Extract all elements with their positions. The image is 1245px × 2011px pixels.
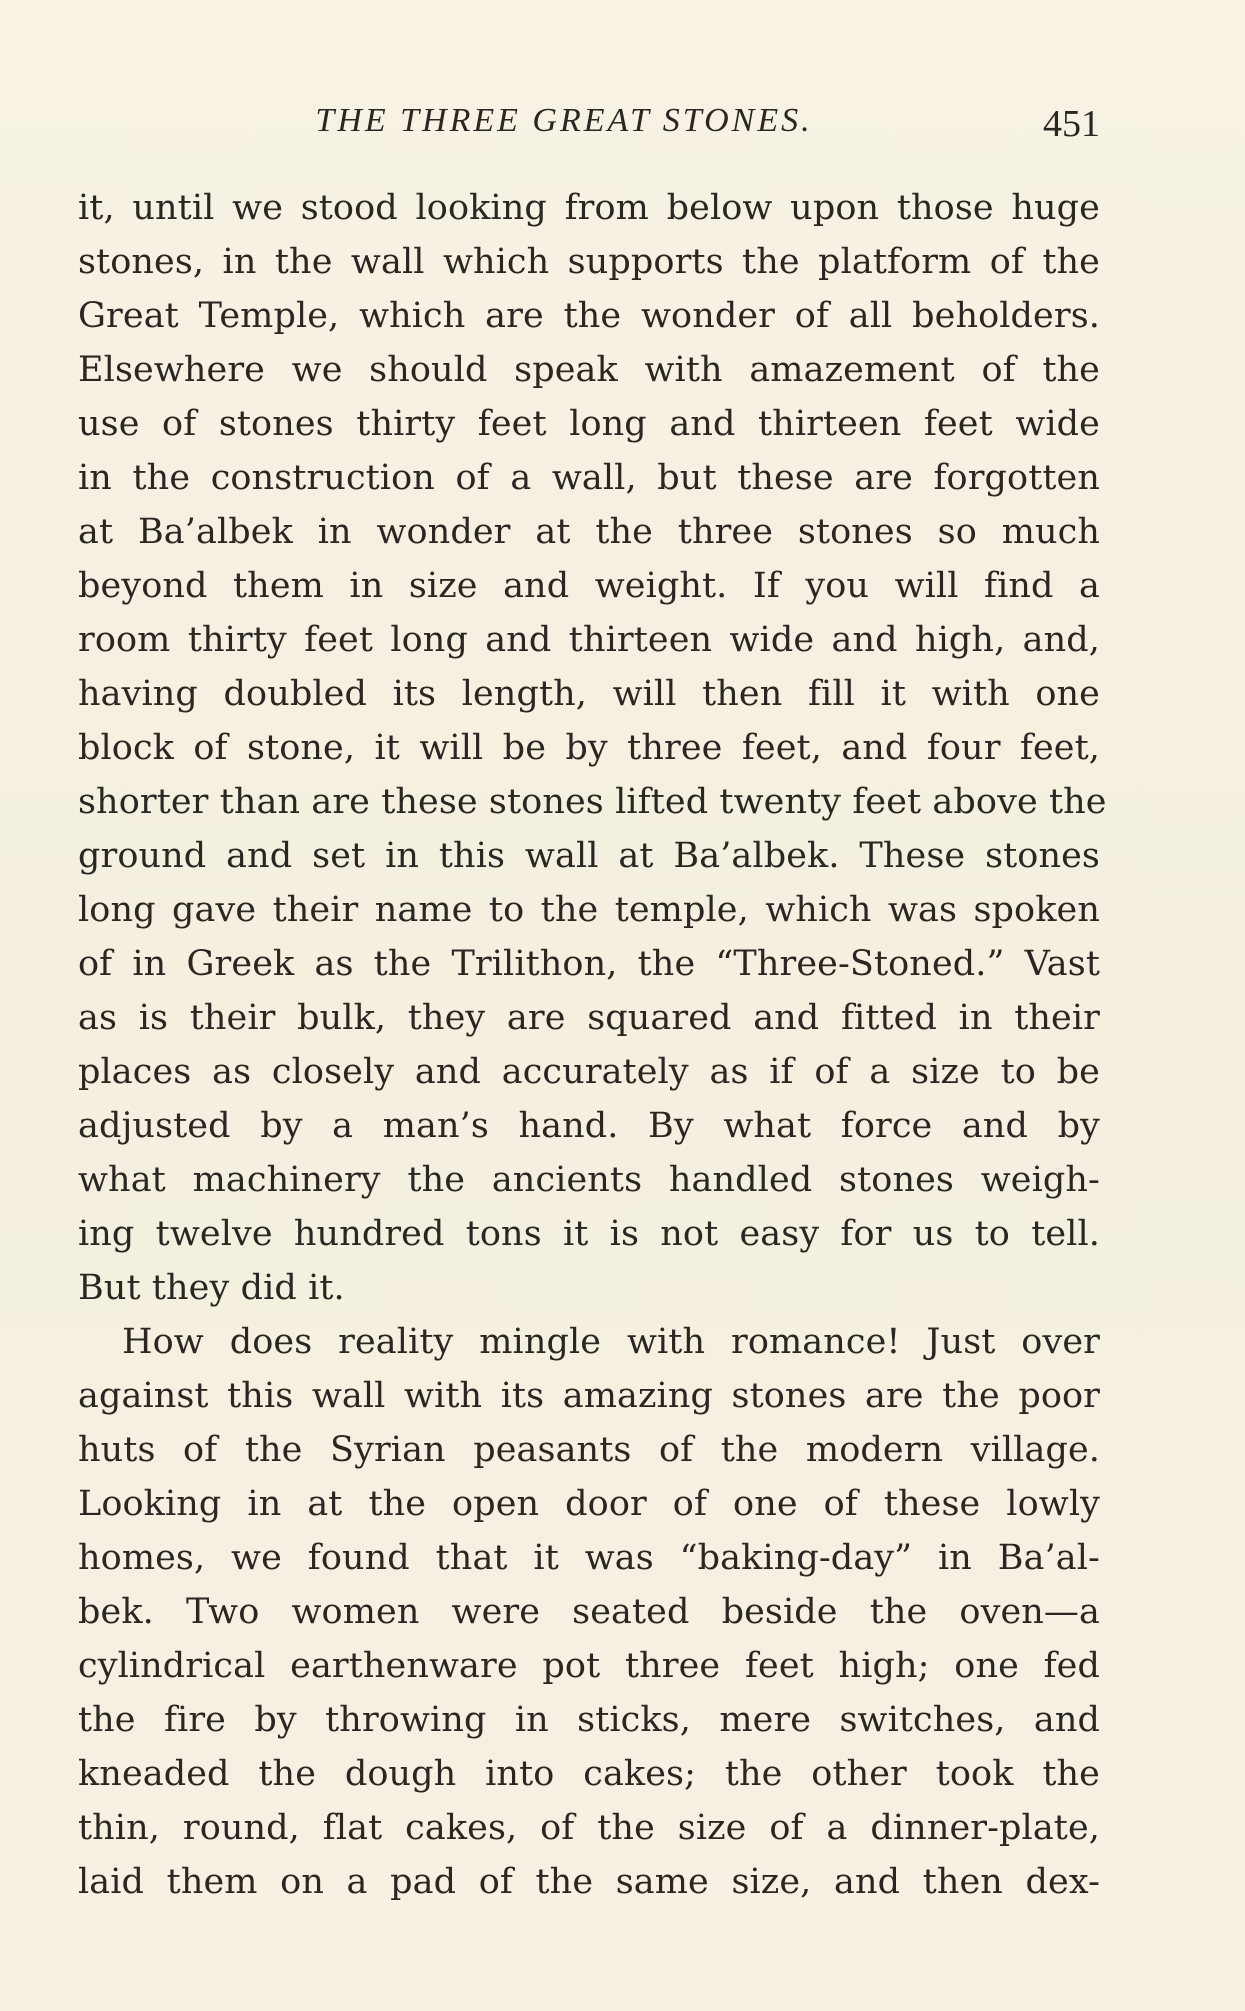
text-line: of in Greek as the Trilithon, the “Three-Stoned.” Vast — [78, 944, 1100, 984]
text-line: But they did it. — [78, 1268, 345, 1308]
text-line: long gave their name to the temple, which was spoken — [78, 890, 1100, 930]
text-line: room thirty feet long and thirteen wide and high, and, — [78, 620, 1100, 660]
text-line: at Ba’albek in wonder at the three stones so much — [78, 512, 1100, 552]
text-line: ing twelve hundred tons it is not easy for us to tell. — [78, 1214, 1100, 1254]
text-line: adjusted by a man’s hand. By what force and by — [78, 1106, 1100, 1146]
text-line: use of stones thirty feet long and thirteen feet wide — [78, 404, 1100, 444]
text-line: laid them on a pad of the same size, and then dex- — [78, 1862, 1100, 1902]
text-line: Elsewhere we should speak with amazement of the — [78, 350, 1100, 390]
text-line: Looking in at the open door of one of these lowly — [78, 1484, 1100, 1524]
text-line: homes, we found that it was “baking-day” in Ba’al- — [78, 1538, 1100, 1578]
text-line: kneaded the dough into cakes; the other took the — [78, 1754, 1100, 1794]
text-line: what machinery the ancients handled stones weigh- — [78, 1160, 1100, 1200]
text-line: against this wall with its amazing stones are the poor — [78, 1376, 1100, 1416]
running-head — [78, 102, 1100, 154]
running-title: THE THREE GREAT STONES. — [315, 102, 813, 139]
text-line: cylindrical earthenware pot three feet high; one fed — [78, 1646, 1100, 1686]
body-text — [78, 181, 1107, 1909]
text-line: stones, in the wall which supports the platform of the — [78, 242, 1100, 282]
paragraph-2 — [78, 1315, 1100, 1909]
text-line: having doubled its length, will then fill it with one — [78, 674, 1100, 714]
paragraph-1 — [78, 181, 1107, 1315]
text-line: How does reality mingle with romance! Just over — [122, 1322, 1100, 1362]
text-line: the fire by throwing in sticks, mere switches, and — [78, 1700, 1100, 1740]
text-line: it, until we stood looking from below upon those huge — [78, 188, 1100, 228]
text-line: as is their bulk, they are squared and fitted in their — [78, 998, 1100, 1038]
text-line: ground and set in this wall at Ba’albek. These stones — [78, 836, 1100, 876]
text-line: thin, round, flat cakes, of the size of a dinner-plate, — [78, 1808, 1100, 1848]
text-line: places as closely and accurately as if of a size to be — [78, 1052, 1100, 1092]
text-line: bek. Two women were seated beside the oven—a — [78, 1592, 1100, 1632]
page-number: 451 — [1043, 103, 1100, 145]
text-line: huts of the Syrian peasants of the modern village. — [78, 1430, 1100, 1470]
text-line: Great Temple, which are the wonder of all beholders. — [78, 296, 1100, 336]
text-line: in the construction of a wall, but these are forgotten — [78, 458, 1100, 498]
text-line: beyond them in size and weight. If you will find a — [78, 566, 1100, 606]
text-line: block of stone, it will be by three feet, and four feet, — [78, 728, 1100, 768]
text-line: shorter than are these stones lifted twenty feet above the — [78, 782, 1107, 822]
